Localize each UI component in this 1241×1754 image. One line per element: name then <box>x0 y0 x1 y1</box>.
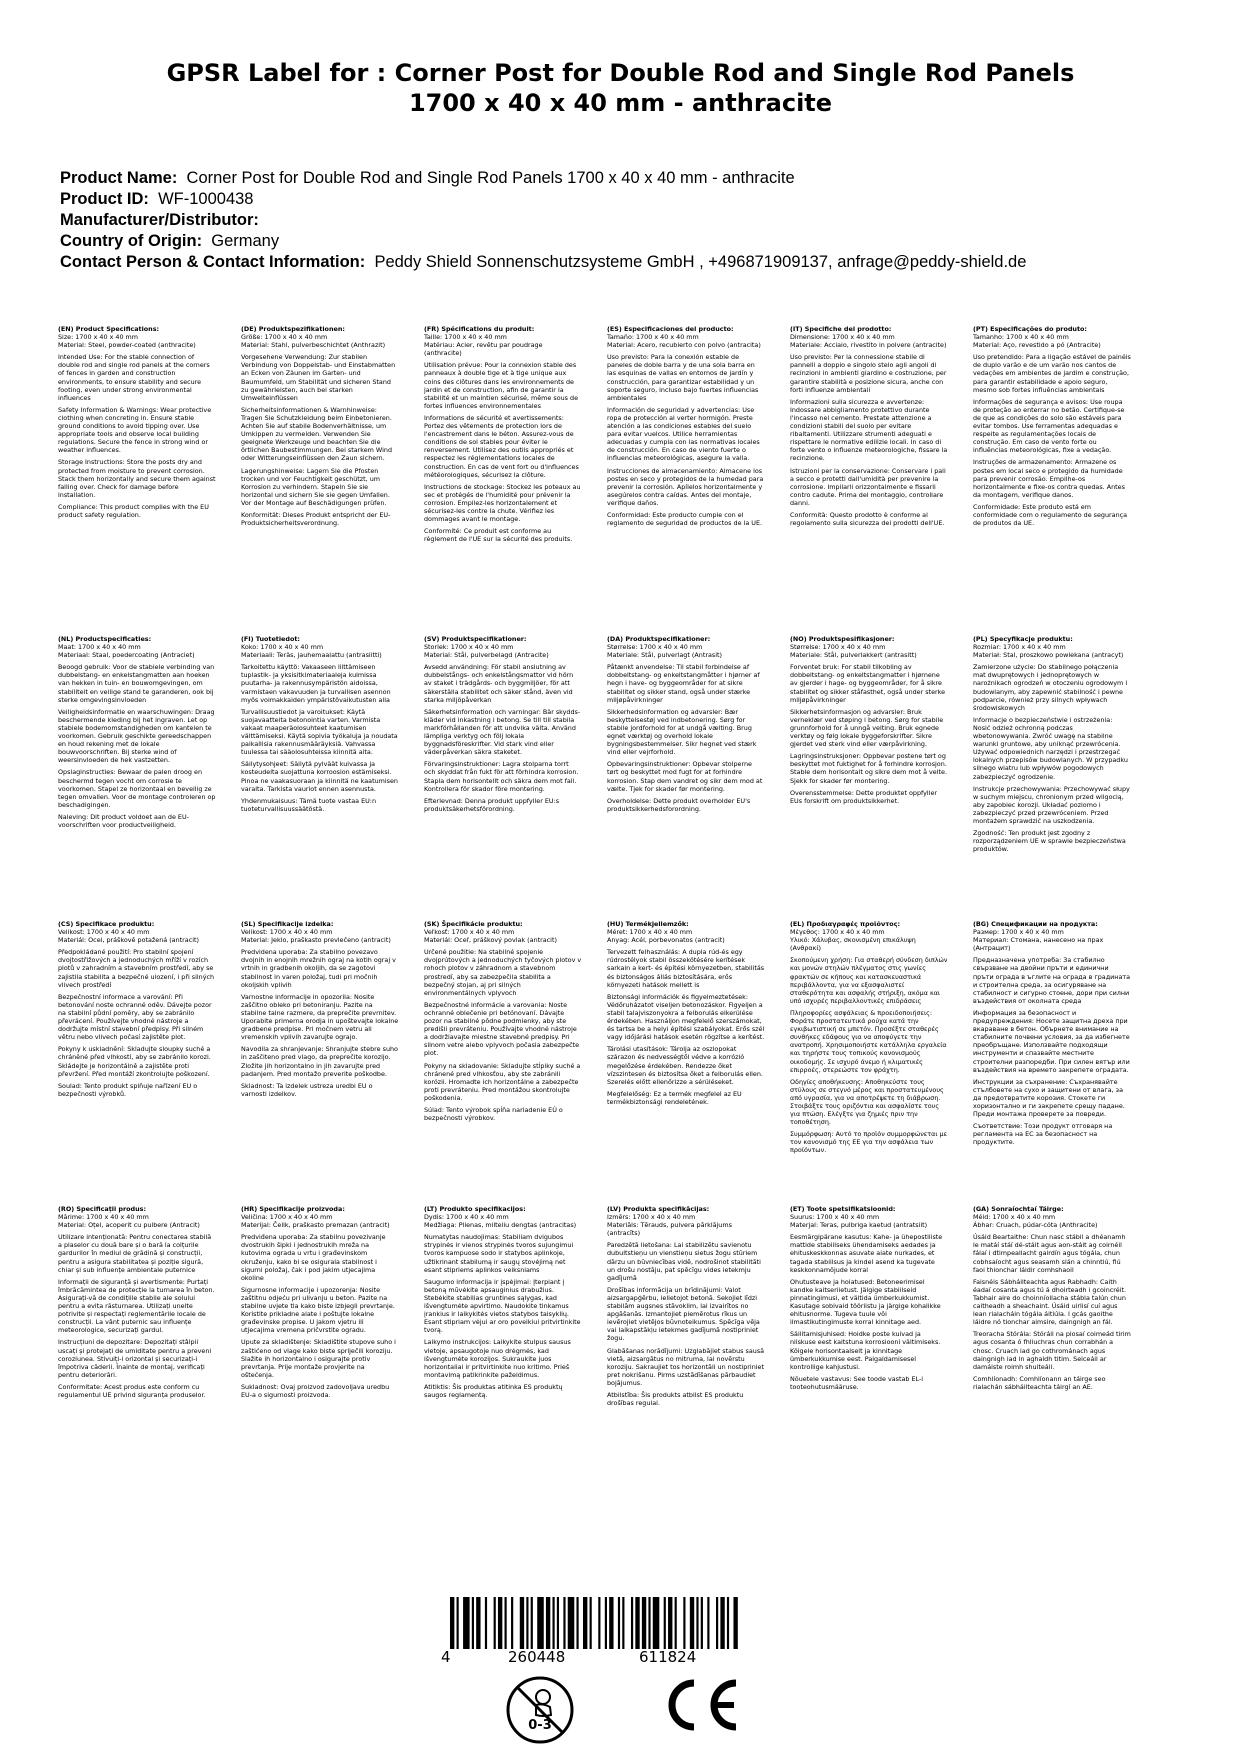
barcode <box>450 1597 740 1649</box>
section-paragraph: Material: Steel, powder-coated (anthracite) <box>58 341 196 350</box>
contact-value: Peddy Shield Sonnenschutzsysteme GmbH , +496871909137, anfrage@peddy-shield.de <box>374 253 1027 271</box>
spec-section <box>58 635 216 833</box>
section-paragraph: Sukladnost: Ovaj proizvod zadovoljava uredbu EU-a o sigurnosti proizvoda. <box>241 1382 390 1399</box>
section-paragraph: Laikymo instrukcijos: Laikykite stulpus sausus vietoje, apsaugotoje nuo drėgmės, kad išvengtumėte korozijos. Sukraukite juos horizontaliai ir pritvirtinkite nuo kritimo. Prieš montavimą patikrinkite pažeidimus. <box>424 1338 571 1379</box>
title-line-2: 1700 x 40 x 40 mm - anthracite <box>408 89 833 117</box>
barcode-bar <box>696 1597 698 1649</box>
section-paragraph: Navodila za shranjevanje: Shranjujte stebre suho in zaščiteno pred vlago, da preprečite korozijo. Zložite jih horizontalno in jih zavarujte pred padanjem. Pred montažo preverite poškodbe. <box>241 1045 398 1078</box>
section-paragraph: Σκοπούμενη χρήση: Για σταθερή σύνδεση διπλών και μονών στηλών πλέγματος στις γωνίες φρακτών σε κήπους και κατασκευαστικά περιβάλλοντα, για να εξασφαλιστεί σταθερότητα και ασφαλής στήριξη, ακόμα και υπό ισχυρές περιβαλλοντικές επιδράσεις <box>790 956 948 1005</box>
section-size: Størrelse: 1700 x 40 x 40 mm <box>790 643 886 652</box>
section-size: Méid: 1700 x 40 x 40 mm <box>973 1213 1056 1222</box>
section-paragraph: Yhdenmukaisuus: Tämä tuote vastaa EU:n tuoteturvallisuussäätöstä. <box>241 796 376 813</box>
section-paragraph: Uso pretendido: Para a ligação estável de painéis de duplo varão e de um varão nos cantos de vedações em ambientes de jardim e construção, para garantir estabilidade e apoio seguro, mesmo sob fortes influências ambientais <box>973 353 1131 394</box>
section-paragraph: Conformidade: Este produto está em conformidade com o regulamento de segurança de produtos da UE. <box>973 502 1128 528</box>
section-paragraph: Forventet bruk: For stabil tilkobling av dobbeltstang- og enkeltstangmatter i hjørnene av gjerder i hage- og byggeområder, for å sikre stabilitet og sikker ståfasthet, også under sterke miljøpåvirkninger <box>790 663 946 704</box>
section-heading: (DA) Produktspecifikationer: <box>607 635 711 643</box>
section-heading: (FR) Spécifications du produit: <box>424 325 535 333</box>
barcode-bar <box>546 1597 550 1649</box>
spec-section <box>58 325 216 523</box>
country-value: Germany <box>211 232 280 250</box>
section-paragraph: Sigurnosne informacije i upozorenja: Nosite zaštitnu odjeću pri ulivanju u beton. Pazite na stabilne uvjete tla kako biste izbjegli prevrtanje. Koristite prikladne alate i poštujte lokalne građevinske propise. U jakom vjetru ili utjecajima vremena pričvrstite ogradu. <box>241 1285 395 1335</box>
barcode-bar <box>463 1597 470 1649</box>
section-paragraph: Πληροφορίες ασφάλειας & προειδοποιήσεις: Φοράτε προστατευτικά ρούχα κατά την εγκιβωτιστική σε μπετόν. Προσέξτε σταθερές συνθήκες εδάφους για να αποφύγετε την ανατροπή. Χρησιμοποιήστε κατάλληλα εργαλεία και τηρήστε τους τοπικούς κανονισμούς οικοδομής. Σε ισχυρό άνεμο ή κλιματικές επιρροές, στερεώστε τον φράχτη. <box>790 1008 947 1074</box>
barcode-bar <box>609 1597 613 1649</box>
section-paragraph: Informations de sécurité et avertissements: Portez des vêtements de protection lors de l'encastrement dans le béton. Assurez-vous de conditions de sol stables pour éviter le renversement. Utilisez des outils appropriés et respectez les réglementations locales de construction. En cas de vent fort ou d'influences météorologiques, sécurisez la clôture. <box>424 413 579 479</box>
section-size: Dydis: 1700 x 40 x 40 mm <box>424 1213 509 1222</box>
section-paragraph: Materjal: Teras, pulbriga kaetud (antratsiit) <box>790 1221 928 1230</box>
section-paragraph: Informações de segurança e avisos: Use roupa de proteção ao enterrar no betão. Certifique-se de que as condições do solo são estáveis para evitar tombos. Use ferramentas adequadas e respeite as regulamentações locais de construção. Em caso de vento forte ou influências meteorológicas, fixe a vedação. <box>973 397 1125 455</box>
section-size: Suurus: 1700 x 40 x 40 mm <box>790 1213 880 1222</box>
section-paragraph: Οδηγίες αποθήκευσης: Αποθηκεύστε τους στύλους σε στεγνό μέρος και προστατευμένους από υγρασία, για να αποτρέψετε τη διάβρωση. Στοιβάξτε τους οριζόντια και ασφαλίστε τους για πτώση. Ελέγξτε για ζημιές πριν την τοποθέτηση. <box>790 1077 944 1127</box>
spec-section <box>607 635 765 817</box>
barcode-bar <box>494 1597 496 1649</box>
section-paragraph: Efterlevnad: Denna produkt uppfyller EU:s produktsäkerhetsförordning. <box>424 796 560 813</box>
section-paragraph: Saugumo informacija ir įspėjimai: Įterpiant į betoną mūvėkite apsauginius drabužius. Stebėkite stabilias gruntines sąlygas, kad išvengtumėte apvirtimo. Naudokite tinkamus įrankius ir laikykitės vietos statybos taisyklių. Esant stipriam vėjui ar oro poveikiui pritvirtinkite tvorą. <box>424 1277 581 1335</box>
barcode-bar <box>727 1597 729 1649</box>
section-paragraph: Materiál: Oceľ, práškový povlak (antracit) <box>424 936 557 945</box>
section-paragraph: Materiāls: Tērauds, pulvera pārklājums (antracīts) <box>607 1221 732 1238</box>
section-paragraph: Glabāšanas norādījumi: Uzglabājiet stabus sausā vietā, aizsargātus no mitruma, lai novērstu koroziju. Sakraujiet tos horizontāli un nostipriniet pret nokrišanu. Pirms uzstādīšanas pārbaudiet bojājumus. <box>607 1346 765 1387</box>
section-paragraph: Conformidad: Este producto cumple con el reglamento de seguridad de productos de la UE. <box>607 510 763 528</box>
section-heading: (ET) Toote spetsifikatsioonid: <box>790 1205 896 1213</box>
barcode-bar <box>485 1597 487 1649</box>
barcode-bar <box>476 1597 480 1649</box>
spec-section <box>424 920 582 1126</box>
section-paragraph: Conformité: Ce produit est conforme au règlement de l'UE sur la sécurité des produits. <box>424 527 573 544</box>
spec-section <box>241 1205 399 1403</box>
barcode-bar <box>511 1597 513 1649</box>
section-paragraph: Instrukcje przechowywania: Przechowywać słupy w suchym miejscu, chronionym przed wilgocią, aby zapobiec korozji. Układać poziomo i zabezpieczyć przed przewróceniem. Przed montażem sprawdzić na uszkodzenia. <box>973 784 1130 825</box>
section-paragraph: Utilisation prévue: Pour la connexion stable des panneaux à double tige et à tige unique aux coins des clôtures dans les environnements de jardin et de construction, afin de garantir la stabilité et un maintien sécurisé, même sous de fortes influences environnementales <box>424 361 579 410</box>
section-paragraph: Zgodność: Ten produkt jest zgodny z rozporządzeniem UE w sprawie bezpieczeństwa produktów. <box>973 829 1126 854</box>
section-heading: (HU) Termékjellemzők: <box>607 920 689 928</box>
section-heading: (NO) Produktspesifikasjoner: <box>790 635 895 643</box>
section-paragraph: Informacje o bezpieczeństwie i ostrzeżenia: Nosić odzież ochronną podczas wbetonowywania. Zwróć uwagę na stabilne warunki gruntowe, aby uniknąć przewrócenia. Używać odpowiednich narzędzi i przestrzegać lokalnych przepisów budowlanych. W przypadku silnego wiatru lub wpływów pogodowych zabezpieczyć ogrodzenie. <box>973 715 1128 781</box>
section-heading: (RO) Specificații produs: <box>58 1205 147 1213</box>
section-size: Rozmiar: 1700 x 40 x 40 mm <box>973 643 1066 652</box>
section-paragraph: Predvidena uporaba: Za stabilno povezavo dvojnih in enojnih mrežnih ograj na kotih ograj v vrtnih in gradbenih okoljih, da se zagotovi stabilnost in varen položaj, tudi pri močnih okoljskih vplivih <box>241 948 396 989</box>
spec-section <box>973 1205 1131 1395</box>
product-name-label: Product Name: <box>60 169 178 187</box>
section-paragraph: Varnostne informacije in opozorila: Nosite zaščitno obleko pri betoniranju. Pazite na stabilne talne razmere, da preprečite prevrnitev. Uporabite primerna orodja in upoštevajte lokalne gradbene predpise. Pri močnem vetru ali vremenskih vplivih zavarujte ograjo. <box>241 992 399 1042</box>
section-size: Izmērs: 1700 x 40 x 40 mm <box>607 1213 696 1222</box>
spec-section <box>607 920 765 1110</box>
section-paragraph: Informații de siguranță și avertismente: Purtați îmbrăcămintea de protecție la turnarea în beton. Asigurați-vă de condițiile stabile ale solului pentru a evita răsturnarea. Utilizați unelte potrivite și respectați reglementările locale de construcții. La vânt puternic sau influențe meteorologice, securizați gardul. <box>58 1277 215 1335</box>
section-size: Size: 1700 x 40 x 40 mm <box>58 333 139 342</box>
spec-section <box>424 635 582 817</box>
barcode-bar <box>557 1597 559 1649</box>
section-paragraph: Material: Aço, revestido a pó (Antracite) <box>973 341 1101 350</box>
section-size: Tamaño: 1700 x 40 x 40 mm <box>607 333 699 342</box>
section-paragraph: Treoracha Stórála: Stóráil na plosaí coimeád tirim agus cosanta ó fhliuchras chun corrabhán a chosc. Cruach iad go cothrománach agus daingnigh iad in aghaidh titim. Seiceáil ar damáiste roimh shuiteáil. <box>973 1330 1131 1371</box>
section-paragraph: Určené použitie: Na stabilné spojenie dvojprútových a jednoduchých tyčových plotov v rohoch plotov v záhradnom a stavebnom prostredí, aby sa zabezpečila stabilita a bezpečný stojan, aj pri silných environmentálnych vplyvoch <box>424 948 582 997</box>
product-id-row <box>60 189 1200 210</box>
section-paragraph: Paredzētā lietošana: Lai stabilizētu savienotu dubultstieņu un vienstieņu sietus žogu stūriem dārzu un būvniecības vidē, nodrošinot stabilitāti un drošu nostāju, pat spēcīgu vides ietekmju gadījumā <box>607 1241 761 1282</box>
barcode-bar <box>618 1597 620 1649</box>
barcode-bar <box>716 1597 718 1649</box>
section-heading: (NL) Productspecificaties: <box>58 635 152 643</box>
section-paragraph: Material: Jeklo, praškasto prevlečeno (antracit) <box>241 936 391 945</box>
section-heading: (LT) Produkto specifikacijos: <box>424 1205 526 1213</box>
barcode-bar <box>583 1597 587 1649</box>
section-paragraph: Istruzioni per la conservazione: Conservare i pali a secco e protetti dall'umidità per prevenire la corrosione. Impilarli orizzontalmente e fissarli contro cadute. Prima del montaggio, controllare danni. <box>790 466 946 507</box>
section-paragraph: Förvaringsinstruktioner: Lagra stolparna torrt och skyddat från fukt för att förhindra korrosion. Stapla dem horisontellt och säkra dem mot fall. Kontrollera för skador före montering. <box>424 760 579 793</box>
section-size: Velikost: 1700 x 40 x 40 mm <box>58 928 150 937</box>
section-heading: (CS) Specifikace produktu: <box>58 920 155 928</box>
spec-section <box>58 920 216 1102</box>
section-size: Méret: 1700 x 40 x 40 mm <box>607 928 693 937</box>
section-paragraph: Anyag: Acél, porbevonatos (antracit) <box>607 936 725 945</box>
barcode-bar <box>701 1597 703 1649</box>
section-paragraph: Инструкции за съхранение: Съхранявайте стълбовете на сухо и защитени от влага, за да предотвратите корозия. Стокете ги хоризонтално и ги закрепете срещу падане. Преди монтажа проверете за повреди. <box>973 1077 1125 1119</box>
barcode-bar <box>683 1597 685 1649</box>
section-paragraph: Upute za skladištenje: Skladištite stupove suho i zaštićeno od vlage kako biste spriječili koroziju. Slažite ih horizontalno i osigurajte protiv prevrtanja. Prije montaže provjerite na oštećenja. <box>241 1338 396 1379</box>
section-heading: (GA) Sonraíochtaí Táirge: <box>973 1205 1064 1213</box>
section-paragraph: Υλικό: Χάλυβας, σκονισμένη επικάλυψη (Ανθρακί) <box>790 936 916 953</box>
barcode-bar <box>707 1597 709 1649</box>
section-paragraph: Naleving: Dit product voldoet aan de EU-voorschriften voor productveiligheid. <box>58 812 189 829</box>
section-paragraph: Συμμόρφωση: Αυτό το προϊόν συμμορφώνεται με τον κανονισμό της ΕΕ για την ασφάλεια των προϊόντων. <box>790 1130 948 1155</box>
spec-section <box>790 635 948 809</box>
barcode-bar <box>552 1597 554 1649</box>
barcode-bar <box>505 1597 507 1649</box>
section-heading: (FI) Tuotetiedot: <box>241 635 300 643</box>
section-paragraph: Conformitate: Acest produs este conform cu regulamentul UE privind siguranța produselor. <box>58 1382 206 1399</box>
section-size: Mărime: 1700 x 40 x 40 mm <box>58 1213 149 1222</box>
contact-label: Contact Person & Contact Information: <box>60 253 366 271</box>
barcode-bar <box>498 1597 502 1649</box>
section-paragraph: Turvallisuustiedot ja varoitukset: Käytä suojavaatteita betonointia varten. Varmista vakaat maaperäolosuhteet kaatumisen välttämiseksi. Käytä sopivia työkaluja ja noudata paikallisia rakennusmääräyksiä. Vahvassa tuulessa tai sääolosuhteissa kiinnitä aita. <box>241 707 398 757</box>
section-paragraph: Instructions de stockage: Stockez les poteaux au sec et protégés de l'humidité pour prévenir la corrosion. Empilez-les horizontalement et sécurisez-les contre la chute. Vérifiez les dommages avant le montage. <box>424 482 581 524</box>
barcode-bar <box>690 1597 694 1649</box>
barcode-bar <box>590 1597 592 1649</box>
section-paragraph: Konformität: Dieses Produkt entspricht der EU-Produktsicherheitsverordnung. <box>241 510 391 528</box>
spec-section <box>790 325 948 531</box>
section-paragraph: Uso previsto: Per la connessione stabile di pannelli a doppio e singolo stelo agli angoli di recinzioni in ambienti giardino e costruzione, per garantire stabilità e posizione sicura, anche con forti influenze ambientali <box>790 353 947 394</box>
section-size: Dimensione: 1700 x 40 x 40 mm <box>790 333 895 342</box>
section-paragraph: Material: Stål, pulverbelagd (Antracite) <box>424 651 549 660</box>
section-paragraph: Materiale: Acciaio, rivestito in polvere (antracite) <box>790 341 947 350</box>
barcode-bar <box>450 1597 454 1649</box>
barcode-bar <box>720 1597 724 1649</box>
section-paragraph: Predviđena uporaba: Za stabilnu povezivanje dvostrukih šipki i jednostrukih mreža na kutovima ograda u vrtu i građevinskom okruženju, kako bi se osigurala stabilnost i sigurni položaj, čak i pod jakim utjecajima okoline <box>241 1233 386 1282</box>
section-paragraph: Beoogd gebruik: Voor de stabiele verbinding van dubbelstang- en enkelstangmatten aan hoeken van hekken in tuin- en bouwomgevingen, om stabiliteit en veilige stand te garanderen, ook bij sterke omgevingsinvloeden <box>58 663 215 704</box>
section-paragraph: Instruções de armazenamento: Armazene os postes em local seco e protegido da humidade para prevenir corrosão. Empilhe-os horizontalmente e fixe-os contra quedas. Antes da montagem, verifique danos. <box>973 458 1125 499</box>
barcode-digit-left: 4 <box>441 1648 451 1666</box>
spec-section <box>973 635 1131 857</box>
section-paragraph: Medžiaga: Plienas, milteliu dengtas (antracitas) <box>424 1221 577 1230</box>
manufacturer-row <box>60 210 1200 231</box>
section-heading: (EN) Product Specifications: <box>58 325 160 333</box>
spec-section <box>607 325 765 531</box>
barcode-bar <box>668 1597 672 1649</box>
section-heading: (ES) Especificaciones del producto: <box>607 325 734 333</box>
section-paragraph: Lagerungshinweise: Lagern Sie die Pfosten trocken und vor Feuchtigkeit geschützt, um Korrosion zu verhindern. Stapeln Sie sie horizontal und sichern Sie sie gegen Umfallen. Vor der Montage auf Beschädigungen prüfen. <box>241 466 390 507</box>
section-paragraph: Информация за безопасност и предупреждения: Носете защитна дреха при вкараване в бетон. Обърнете внимание на стабилните почвени условия, за да избегнете преобръщане. Използвайте подходящи инструменти и спазвайте местните строителни разпоредби. При силен вятър или въздействия на времето закрепете оградата. <box>973 1008 1130 1074</box>
section-size: Размер: 1700 x 40 x 40 mm <box>973 928 1064 937</box>
section-paragraph: Faisnéis Sábháilteachta agus Rabhadh: Caith éadaí cosanta agus tú á dhoirteadh i gcoincréit. Tabhair aire do choinníollacha stábla talún chun caitheadh a sheachaint. Úsáid uirlisí cuí agus lean rialacháin tógála áitiúla. I gcás gaoithe láidre nó tionchar aimsire, daingnigh an fál. <box>973 1277 1126 1327</box>
manufacturer-label: Manufacturer/Distributor: <box>60 211 259 229</box>
section-paragraph: Instrucțiuni de depozitare: Depozitați stâlpii uscați și protejați de umiditate pentru a preveni coroziunea. Stivuiți-i orizontal și securizați-i împotriva căderii. Înainte de montaj, verificați pentru deteriorări. <box>58 1338 212 1379</box>
product-id-value: WF-1000438 <box>158 190 254 208</box>
section-paragraph: Comhlíonadh: Comhlíonann an táirge seo rialachán sábháilteachta táirgí an AE. <box>973 1374 1106 1391</box>
section-paragraph: Sikkerhetsinformasjon og advarsler: Bruk verneklær ved støping i betong. Sørg for stabile grunnforhold for å unngå velting. Bruk egnede verktøy og følg lokale byggeforskrifter. Sikre gjerdet ved sterk vind eller værpåvirkning. <box>790 707 944 749</box>
spec-section <box>424 1205 582 1403</box>
section-paragraph: Información de seguridad y advertencias: Use ropa de protección al verter hormigón. Preste atención a las condiciones estables del suelo para evitar vuelcos. Utilice herramientas adecuadas y cumpla con las normativas locales de construcción. En caso de viento fuerte o influencias meteorológicas, asegure la valla. <box>607 405 760 463</box>
section-size: Storlek: 1700 x 40 x 40 mm <box>424 643 514 652</box>
country-row <box>60 231 1200 252</box>
section-paragraph: Sicherheitsinformationen & Warnhinweise: Tragen Sie Schutzkleidung beim Einbetonieren. Achten Sie auf stabile Bodenverhältnisse, um Umkippen zu vermeiden. Verwenden Sie geeignete Werkzeuge und beachten Sie die örtlichen Baubestimmungen. Bei starkem Wind oder Witterungseinflüssen den Zaun sichern. <box>241 405 392 463</box>
product-id-label: Product ID: <box>60 190 149 208</box>
barcode-bar <box>675 1597 677 1649</box>
barcode-bar <box>664 1597 666 1649</box>
section-paragraph: Materiale: Stål, pulverlagt (Antrasit) <box>607 651 722 660</box>
section-paragraph: Utilizare intenționată: Pentru conectarea stabilă a plaselor cu două bare și o bară la colțurile gardurilor în mediul de grădină și construcții, pentru a asigura stabilitatea și poziție sigură, chiar și sub influențe ambientale puternice <box>58 1233 212 1274</box>
section-paragraph: Säilytysohjeet: Säilytä pylväät kuivassa ja kosteudelta suojattuna korroosion estämiseksi. Pinoa ne vaakasuoraan ja kiinnitä ne kaatumisen varalta. Tarkista vauriot ennen asennusta. <box>241 760 398 793</box>
section-paragraph: Matériau: Acier, revêtu par poudrage (anthracite) <box>424 341 543 358</box>
section-paragraph: Sikkerhedsinformation og advarsler: Bær beskyttelsestøj ved indbetonering. Sørg for stabile jordforhold for at undgå vælting. Brug egnet værktøj og overhold lokale bygningsbestemmelser. Sikr hegnet ved stærk vind eller vejrforhold. <box>607 707 757 757</box>
section-paragraph: Eesmärgipärane kasutus: Kahe- ja ühepostiliste mattide stabiilseks ühendamiseks aedades ja ehituskeskkonnas asuvate aiate nurkades, et tagada stabiilsus ja kindel asend ka tugevate keskkonnamõjude korral <box>790 1233 943 1274</box>
section-size: Koko: 1700 x 40 x 40 mm <box>241 643 324 652</box>
section-paragraph: Säkerhetsinformation och varningar: Bär skydds-kläder vid inkastning i betong. Se till till stabila markförhållanden för att undvika välta. Använd lämpliga verktyg och följ lokala byggnadsföreskrifter. Vid stark vind eller väderpåverkan säkra staketet. <box>424 707 581 757</box>
section-size: Taille: 1700 x 40 x 40 mm <box>424 333 507 342</box>
spec-section <box>973 325 1131 531</box>
section-paragraph: Material: Stahl, pulverbeschichtet (Anthrazit) <box>241 341 386 350</box>
section-heading: (HR) Specifikacije proizvoda: <box>241 1205 345 1213</box>
section-paragraph: Предназначена употреба: За стабилно свързване на двойни пръти и единични пръти ограда в ъглите на ограда в градината и строителна среда, за осигуряване на стабилност и сигурно стоене, дори при силни въздействия от околната среда <box>973 956 1131 1005</box>
section-paragraph: Bezpečnostné informácie a varovania: Noste ochranné oblečenie pri betónovaní. Dávajte pozor na stabilné pôdne podmienky, aby ste predišli prevráteniu. Používajte vhodné nástroje a dodržiavajte miestne stavebné predpisy. Pri silnom vetre alebo vplyvoch počasia zabezpečte plot. <box>424 1000 580 1058</box>
section-paragraph: Materiale: Stål, pulverlakkert (antrasitt) <box>790 651 917 660</box>
barcode-bar <box>537 1597 544 1649</box>
product-info <box>60 168 1200 273</box>
product-name-value: Corner Post for Double Rod and Single Rod Panels 1700 x 40 x 40 mm - anthracite <box>186 169 795 187</box>
barcode-bar <box>576 1597 578 1649</box>
section-paragraph: Soulad: Tento produkt splňuje nařízení EU o bezpečnosti výrobků. <box>58 1081 198 1098</box>
age-label: 0-3 <box>528 1718 552 1733</box>
section-size: Μέγεθος: 1700 x 40 x 40 mm <box>790 928 885 937</box>
section-paragraph: Materiál: Ocel, práškově potažená (antracit) <box>58 936 199 945</box>
section-heading: (EL) Προδιαγραφές προϊόντος: <box>790 920 901 928</box>
spec-section <box>58 1205 216 1403</box>
section-paragraph: Tervezett felhasználás: A dupla rúd-és egy rúdrostélyok stabil összekötésére kerítések sarkain a kert- és építési környezetben, stabilitás és biztonságos állás biztosítására, erős környezeti hatások mellett is <box>607 948 765 989</box>
barcode-bar <box>653 1597 660 1649</box>
section-heading: (LV) Produkta specifikācijas: <box>607 1205 710 1213</box>
section-paragraph: Påtænkt anvendelse: Til stabil forbindelse af dobbeltstang- og enkeltstangmåtter i hjørner af hegn i have- og byggeområder for at sikre stabilitet og sikker stand, også under stærke miljøpåvirkninger <box>607 663 760 704</box>
section-paragraph: Intended Use: For the stable connection of double rod and single rod panels at the corners of fences in garden and construction environments, to ensure stability and secure footing, even under strong environmental influences <box>58 353 210 402</box>
section-paragraph: Avsedd användning: För stabil anslutning av dubbelstångs- och enkelstångsmattor vid hörn av staket i trädgårds- och byggmiljöer, för att säkerställa stabilitet och säker stånd, även vid starka miljöpåverkan <box>424 663 574 704</box>
spec-section <box>424 325 582 547</box>
section-paragraph: Compliance: This product complies with the EU product safety regulation. <box>58 502 209 519</box>
barcode-bar <box>520 1597 524 1649</box>
page-title <box>0 58 1241 118</box>
section-size: Veličina: 1700 x 40 x 40 mm <box>241 1213 333 1222</box>
section-paragraph: Lagringsinstruksjoner: Oppbevar postene tørt og beskyttet mot fuktighet for å forhindre korrosjon. Stable dem horisontalt og sikre dem mot å velte. Sjekk for skader før montering. <box>790 752 947 785</box>
section-paragraph: Materiał: Stal, proszkowo powlekana (antracyt) <box>973 651 1124 660</box>
section-paragraph: Ohutusteave ja hoiatused: Betoneerimisel kandke kaitseriietust. Jälgige stabiilseid pinnatingimusi, et vältida ümberkukkumist. Kasutage sobivaid tööriistu ja järgige kohalikke ehitusnorme. Tugeva tuule või ilmastikutingimuste korral kinnitage aed. <box>790 1277 941 1327</box>
spec-section <box>241 635 399 817</box>
section-paragraph: Předpokládané použití: Pro stabilní spojení dvojtostřižových a jednoduchých mříží v rozích plotů v zahradním a stavebním prostředí, aby se zajistila stabilita a bezpečné ulození, i při silných vlivech prostředí <box>58 948 215 989</box>
section-paragraph: Skladnost: Ta izdelek ustreza uredbi EU o varnosti izdelkov. <box>241 1081 373 1098</box>
barcode-bar <box>598 1597 600 1649</box>
barcode-digits-right: 611824 <box>639 1648 697 1666</box>
section-size: Maat: 1700 x 40 x 40 mm <box>58 643 141 652</box>
section-heading: (SK) Špecifikácie produktu: <box>424 920 523 928</box>
barcode-bar <box>631 1597 633 1649</box>
section-paragraph: Atitiktis: Šis produktas atitinka ES produktų saugos reglamentą. <box>424 1382 563 1399</box>
section-paragraph: Uso previsto: Para la conexión estable de paneles de doble barra y de una sola barra en las esquinas de vallas en entornos de jardín y construcción, para garantizar estabilidad y un soporte seguro, incluso bajo fuertes influencias ambientales <box>607 353 759 402</box>
barcode-bar <box>648 1597 650 1649</box>
product-name-row <box>60 168 1200 189</box>
spec-section <box>241 920 399 1102</box>
barcode-bar <box>531 1597 533 1649</box>
barcode-bar <box>472 1597 474 1649</box>
ce-mark-icon <box>658 1675 743 1735</box>
barcode-bar <box>733 1597 737 1649</box>
section-paragraph: Súlad: Tento výrobok spĺňa nariadenie EÚ o bezpečnosti výrobkov. <box>424 1105 563 1123</box>
title-line-1: GPSR Label for : Corner Post for Double Rod and Single Rod Panels <box>166 59 1075 87</box>
section-size: Größe: 1700 x 40 x 40 mm <box>241 333 328 342</box>
section-size: Størrelse: 1700 x 40 x 40 mm <box>607 643 703 652</box>
section-paragraph: Съответствие: Този продукт отговаря на регламента на ЕС за безопасност на продуктите. <box>973 1122 1113 1147</box>
section-heading: (IT) Specifiche del prodotto: <box>790 325 892 333</box>
section-paragraph: Materiaal: Staal, poedercoating (Antraciet) <box>58 651 195 660</box>
section-paragraph: Nõuetele vastavus: See toode vastab EL-i tooteohutusmääruse. <box>790 1374 924 1391</box>
section-paragraph: Overensstemmelse: Dette produktet oppfyller EUs forskrift om produktsikkerhet. <box>790 788 938 805</box>
section-paragraph: Opslaginstructies: Bewaar de palen droog en beschermd tegen vocht om corrosie te voorkomen. Stapel ze horizontaal en beveilig ze tegen omvallen. Voor de montage controleren op beschadigingen. <box>58 768 216 809</box>
section-heading: (PL) Specyfikacje produktu: <box>973 635 1073 643</box>
section-paragraph: Veiligheidsinformatie en waarschuwingen: Draag beschermende kleding bij het ingraven. Let op stabiele bodemomstandigheden om kantelen te voorkomen. Gebruik geschikte gereedschappen en houd rekening met de lokale bouwvoorschriften. Bij sterke wind of weersinvloeden de hek vastzetten. <box>58 707 215 765</box>
section-paragraph: Materijal: Čelik, praškasto premazan (antracit) <box>241 1221 390 1230</box>
spec-section <box>607 1205 765 1411</box>
barcode-bar <box>568 1597 575 1649</box>
section-heading: (SV) Produktspecifikationer: <box>424 635 527 643</box>
section-heading: (SL) Specifikacije izdelka: <box>241 920 334 928</box>
section-size: Tamanho: 1700 x 40 x 40 mm <box>973 333 1069 342</box>
section-paragraph: Tarkoitettu käyttö: Vakaaseen liittämiseen tuplastik- ja yksisitkimateriaaleja kulmissa puutarha- ja rakennusympäristön aidoissa, varmistaen vakavuuden ja turvallisen asennon myös voimakkaiden ympäristövaikutusten alla <box>241 663 391 704</box>
section-paragraph: Drošības informācija un brīdinājumi: Valot aizsargapģērbu, ielietojot betonā. Sekojiet līdzi stabilām augsnes stāvoklim, lai izvairītos no apgāšanās. Izmantojiet piemērotus rīkus un ievērojiet vietējos būvnoteikumus. Spēcīga vēja vai laikapstākļu ietekmes gadījumā nostipriniet žogu. <box>607 1285 760 1343</box>
section-heading: (BG) Спецификации на продукта: <box>973 920 1098 928</box>
section-paragraph: Biztonsági információk és figyelmeztetések: Védőruházatot viseljen betonozáskor. Figyeljen a stabil talajviszonyokra a felborulás elkerülése érdekében. Használjon megfelelő szerszámokat, és tartsa be a helyi építési szabályokat. Erős szél vagy időjárási hatások esetén rögzítse a kerítést. <box>607 992 765 1042</box>
section-size: Velikost: 1700 x 40 x 40 mm <box>241 928 333 937</box>
section-paragraph: Materiaali: Teräs, jauhemaalattu (antrasiitti) <box>241 651 382 660</box>
section-paragraph: Tárolási utasítások: Tárolja az oszlopokat szárazon és nedvességtől védve a korrózió megelőzése érdekében. Rendezze őket vízszintesen és biztosítsa őket a felborulás ellen. Szerelés előtt ellenőrizze a sérüléseket. <box>607 1045 763 1086</box>
section-paragraph: Material: Oțel, acoperit cu pulbere (Antracit) <box>58 1221 200 1230</box>
section-size: Veľkosť: 1700 x 40 x 40 mm <box>424 928 515 937</box>
section-paragraph: Storage Instructions: Store the posts dry and protected from moisture to prevent corrosion. Stack them horizontally and secure them against falling over. Check for damage before installation. <box>58 458 216 499</box>
section-paragraph: Säilitamisjuhised: Hoidke poste kuivad ja niiskuse eest kaitstuna korrosiooni vältimiseks. Kõigele horisontaalselt ja kinnitage ümberkukkumise eest. Paigaldamisesel kontrollige kahjustusi. <box>790 1330 941 1371</box>
contact-row <box>60 252 1200 273</box>
country-label: Country of Origin: <box>60 232 203 250</box>
section-paragraph: Safety Information & Warnings: Wear protective clothing when concreting in. Ensure stable ground conditions to avoid tipping over. Use appropriate tools and observe local building regulations. Secure the fence in strong wind or weather influences. <box>58 405 212 455</box>
section-paragraph: Conformità: Questo prodotto è conforme al regolamento sulla sicurezza dei prodotti dell'UE. <box>790 510 945 528</box>
barcode-digits-mid: 260448 <box>508 1648 566 1666</box>
age-warning-0-3-icon <box>505 1675 575 1745</box>
section-paragraph: Informazioni sulla sicurezza e avvertenze: Indossare abbigliamento protettivo durante l'incasso nel cemento. Prestate attenzione a condizioni stabili del suolo per evitare ribaltamenti. Utilizzare strumenti adeguati e rispettare le normative edilizie locali. In caso di forte vento o influenze meteorologiche, fissare la recinzione. <box>790 397 948 463</box>
spec-section <box>790 1205 948 1395</box>
section-paragraph: Material: Acero, recubierto con polvo (antracita) <box>607 341 761 350</box>
section-paragraph: Zamierzone użycie: Do stabilnego połączenia mat dwuprętowych i jednoprętowych w narożnikach ogrodzeń w otoczeniu ogrodowym i budowlanym, aby zapewnić stabilność i pewne podparcie, również przy silnych wpływach środowiskowych <box>973 663 1128 712</box>
section-paragraph: Pokyny na skladovanie: Skladujte stĺpiky suché a chránené pred vlhkosťou, aby ste zabránili korózii. Hromadte ich horizontálne a zabezpečte proti prevráteniu. Pred montážou skontrolujte poškodenia. <box>424 1061 581 1102</box>
section-paragraph: Opbevaringsinstruktioner: Opbevar stolperne tørt og beskyttet mod fugt for at forhindre korrosion. Stap dem vandret og sikr dem mod at vælte. Tjek for skader før montering. <box>607 760 763 793</box>
barcode-bar <box>605 1597 607 1649</box>
barcode-bar <box>457 1597 459 1649</box>
section-paragraph: Материал: Стомана, нанесено на прах (Антрацит) <box>973 936 1104 953</box>
section-paragraph: Vorgesehene Verwendung: Zur stabilen Verbindung von Doppelstab- und Einstabmatten an Ecken von Zäunen im Garten- und Baumumfeld, um Stabilität und sicheren Stand zu gewährleisten, auch bei starken Umwelteinflüssen <box>241 353 396 402</box>
section-paragraph: Megfelelőség: Ez a termék megfelel az EU termékbiztonsági rendeletének. <box>607 1089 742 1106</box>
section-paragraph: Numatytas naudojimas: Stabiliam dvigubos strypinės ir vienos strypinės tvoros sujungimui tvoros kampuose sodo ir statybos aplinkoje, užtikrinant stabilumą ir saugų stovėjimą net esant stipriems aplinkos veiksniams <box>424 1233 574 1274</box>
barcode-bar <box>526 1597 528 1649</box>
section-paragraph: Pokyny k uskladnění: Skladujte sloupky suché a chráněné před vlhkostí, aby se zabránilo korozi. Skládejte je horizontálně a zajistěte proti převržení. Před montáží zkontrolujte poškození. <box>58 1045 211 1078</box>
spec-section <box>973 920 1131 1150</box>
section-paragraph: Overholdelse: Dette produkt overholder EU's produktsikkerhedsforordning. <box>607 796 751 813</box>
section-paragraph: Úsáid Beartaithe: Chun nasc stábil a dhéanamh le matáí stáí dé-stáit agus aon-stáit ag coirnéil fálaí i dtimpeallacht gairdín agus tógála, chun cobhsaíocht agus seasamh slán a chinntiú, fiú faoi thionchar láidir comhshaoil <box>973 1233 1126 1274</box>
spec-section <box>790 920 948 1159</box>
barcode-bar <box>642 1597 646 1649</box>
barcode-bar <box>563 1597 565 1649</box>
section-paragraph: Instrucciones de almacenamiento: Almacene los postes en seco y protegidos de la humedad para prevenir la corrosión. Apílelos horizontalmente y asegúrelos contra caídas. Antes del montaje, verifique daños. <box>607 466 764 507</box>
barcode-bar <box>622 1597 624 1649</box>
section-paragraph: Ábhar: Cruach, púdar-cóta (Anthracite) <box>973 1221 1098 1230</box>
spec-section <box>241 325 399 531</box>
section-heading: (DE) Produktspezifikationen: <box>241 325 345 333</box>
section-heading: (PT) Especificações do produto: <box>973 325 1087 333</box>
section-paragraph: Bezpečnostní informace a varování: Při betonování noste ochranné oděv. Dávejte pozor na stabilní půdní poměry, aby se zabránilo převrácení. Používejte vhodné nástroje a dodržujte místní stavební předpisy. Při silném větru nebo vlivech počasí zajistěte plot. <box>58 992 212 1042</box>
barcode-bar <box>635 1597 639 1649</box>
section-paragraph: Atbilstība: Šis produkts atbilst ES produktu drošības regulai. <box>607 1390 744 1408</box>
